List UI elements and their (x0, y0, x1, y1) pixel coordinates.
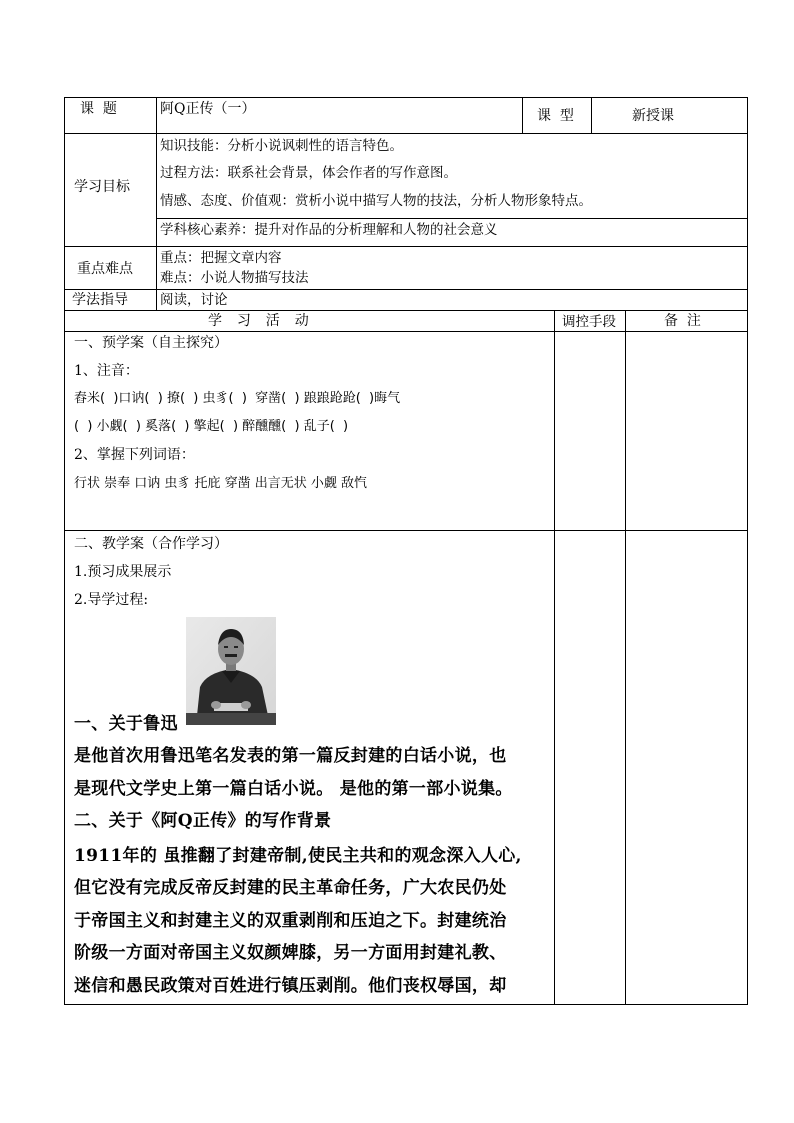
rule (64, 289, 748, 290)
background-line-3: 于帝国主义和封建主义的双重剥削和压迫之下。封建统治 (74, 911, 507, 931)
notes-header: 备 注 (664, 313, 701, 329)
background-line-2: 但它没有完成反帝反封建的民主革命任务，广大农民仍处 (74, 878, 507, 898)
objective-attitude: 情感、态度、价值观：赏析小说中描写人物的技法，分析人物形象特点。 (160, 193, 592, 209)
activity-header: 学 习 活 动 (208, 313, 311, 329)
vocab-title: 2、掌握下列词语： (74, 447, 195, 463)
subject-label: 课 题 (80, 101, 117, 117)
rule (64, 133, 748, 134)
rule (64, 530, 748, 531)
phonetic-line-1: 舂米( )口讷( ) 撩( ) 虫豸( ) 穿凿( ) 踉踉跄跄( )晦气 (74, 391, 401, 406)
subject-value: 阿Q正传（一） (160, 101, 256, 117)
difficulty: 难点：小说人物描写技法 (160, 270, 309, 286)
rule (64, 1004, 748, 1005)
objective-core: 学科核心素养：提升对作品的分析理解和人物的社会意义 (160, 222, 498, 238)
luxun-paragraph-line-2: 是现代文学史上第一篇白话小说。 是他的第一部小说集。 (74, 779, 513, 799)
about-luxun-heading: 一、关于鲁迅 (74, 714, 178, 734)
rule (747, 97, 748, 1005)
luxun-portrait-photo (186, 617, 276, 725)
rule (64, 97, 748, 98)
rule (64, 246, 748, 247)
vocab-line: 行状 崇奉 口讷 虫豸 托庇 穿凿 出言无状 小觑 敌忾 (74, 476, 368, 491)
background-line-4: 阶级一方面对帝国主义奴颜婢膝，另一方面用封建礼教、 (74, 943, 507, 963)
rule (591, 97, 592, 133)
luxun-paragraph-line-1: 是他首次用鲁迅笔名发表的第一篇反封建的白话小说，也 (74, 746, 507, 766)
rule (554, 310, 555, 1005)
control-header: 调控手段 (562, 314, 616, 330)
rule (625, 310, 626, 1005)
preview-title: 一、预学案（自主探究） (74, 335, 228, 351)
rule (156, 218, 748, 219)
type-value: 新授课 (632, 108, 674, 124)
background-line-5: 迷信和愚民政策对百姓进行镇压剥削。他们丧权辱国，却 (74, 976, 507, 996)
method-value: 阅读，讨论 (160, 292, 228, 308)
objective-process: 过程方法：联系社会背景，体会作者的写作意图。 (160, 165, 457, 181)
key-point: 重点：把握文章内容 (160, 250, 282, 266)
step-guided-process: 2.导学过程: (74, 592, 149, 608)
type-label: 课 型 (537, 108, 574, 124)
rule (522, 97, 523, 133)
rule (156, 97, 157, 310)
background-heading: 二、关于《阿Q正传》的写作背景 (74, 811, 332, 831)
phonetic-title: 1、注音： (74, 363, 139, 379)
objectives-label: 学习目标 (74, 179, 130, 195)
background-line-1: 1911年的 虽推翻了封建帝制,使民主共和的观念深入人心, (74, 846, 522, 866)
rule (64, 331, 748, 332)
phonetic-line-2: ( ) 小觑( ) 奚落( ) 擎起( ) 醉醺醺( ) 乱子( ) (74, 419, 349, 434)
objective-knowledge: 知识技能：分析小说讽刺性的语言特色。 (160, 138, 403, 154)
rule (64, 97, 65, 1005)
key-points-label: 重点难点 (77, 261, 133, 277)
method-label: 学法指导 (72, 292, 128, 308)
teaching-title: 二、教学案（合作学习） (74, 536, 228, 552)
rule (64, 310, 748, 311)
step-preview-results: 1.预习成果展示 (74, 564, 172, 580)
